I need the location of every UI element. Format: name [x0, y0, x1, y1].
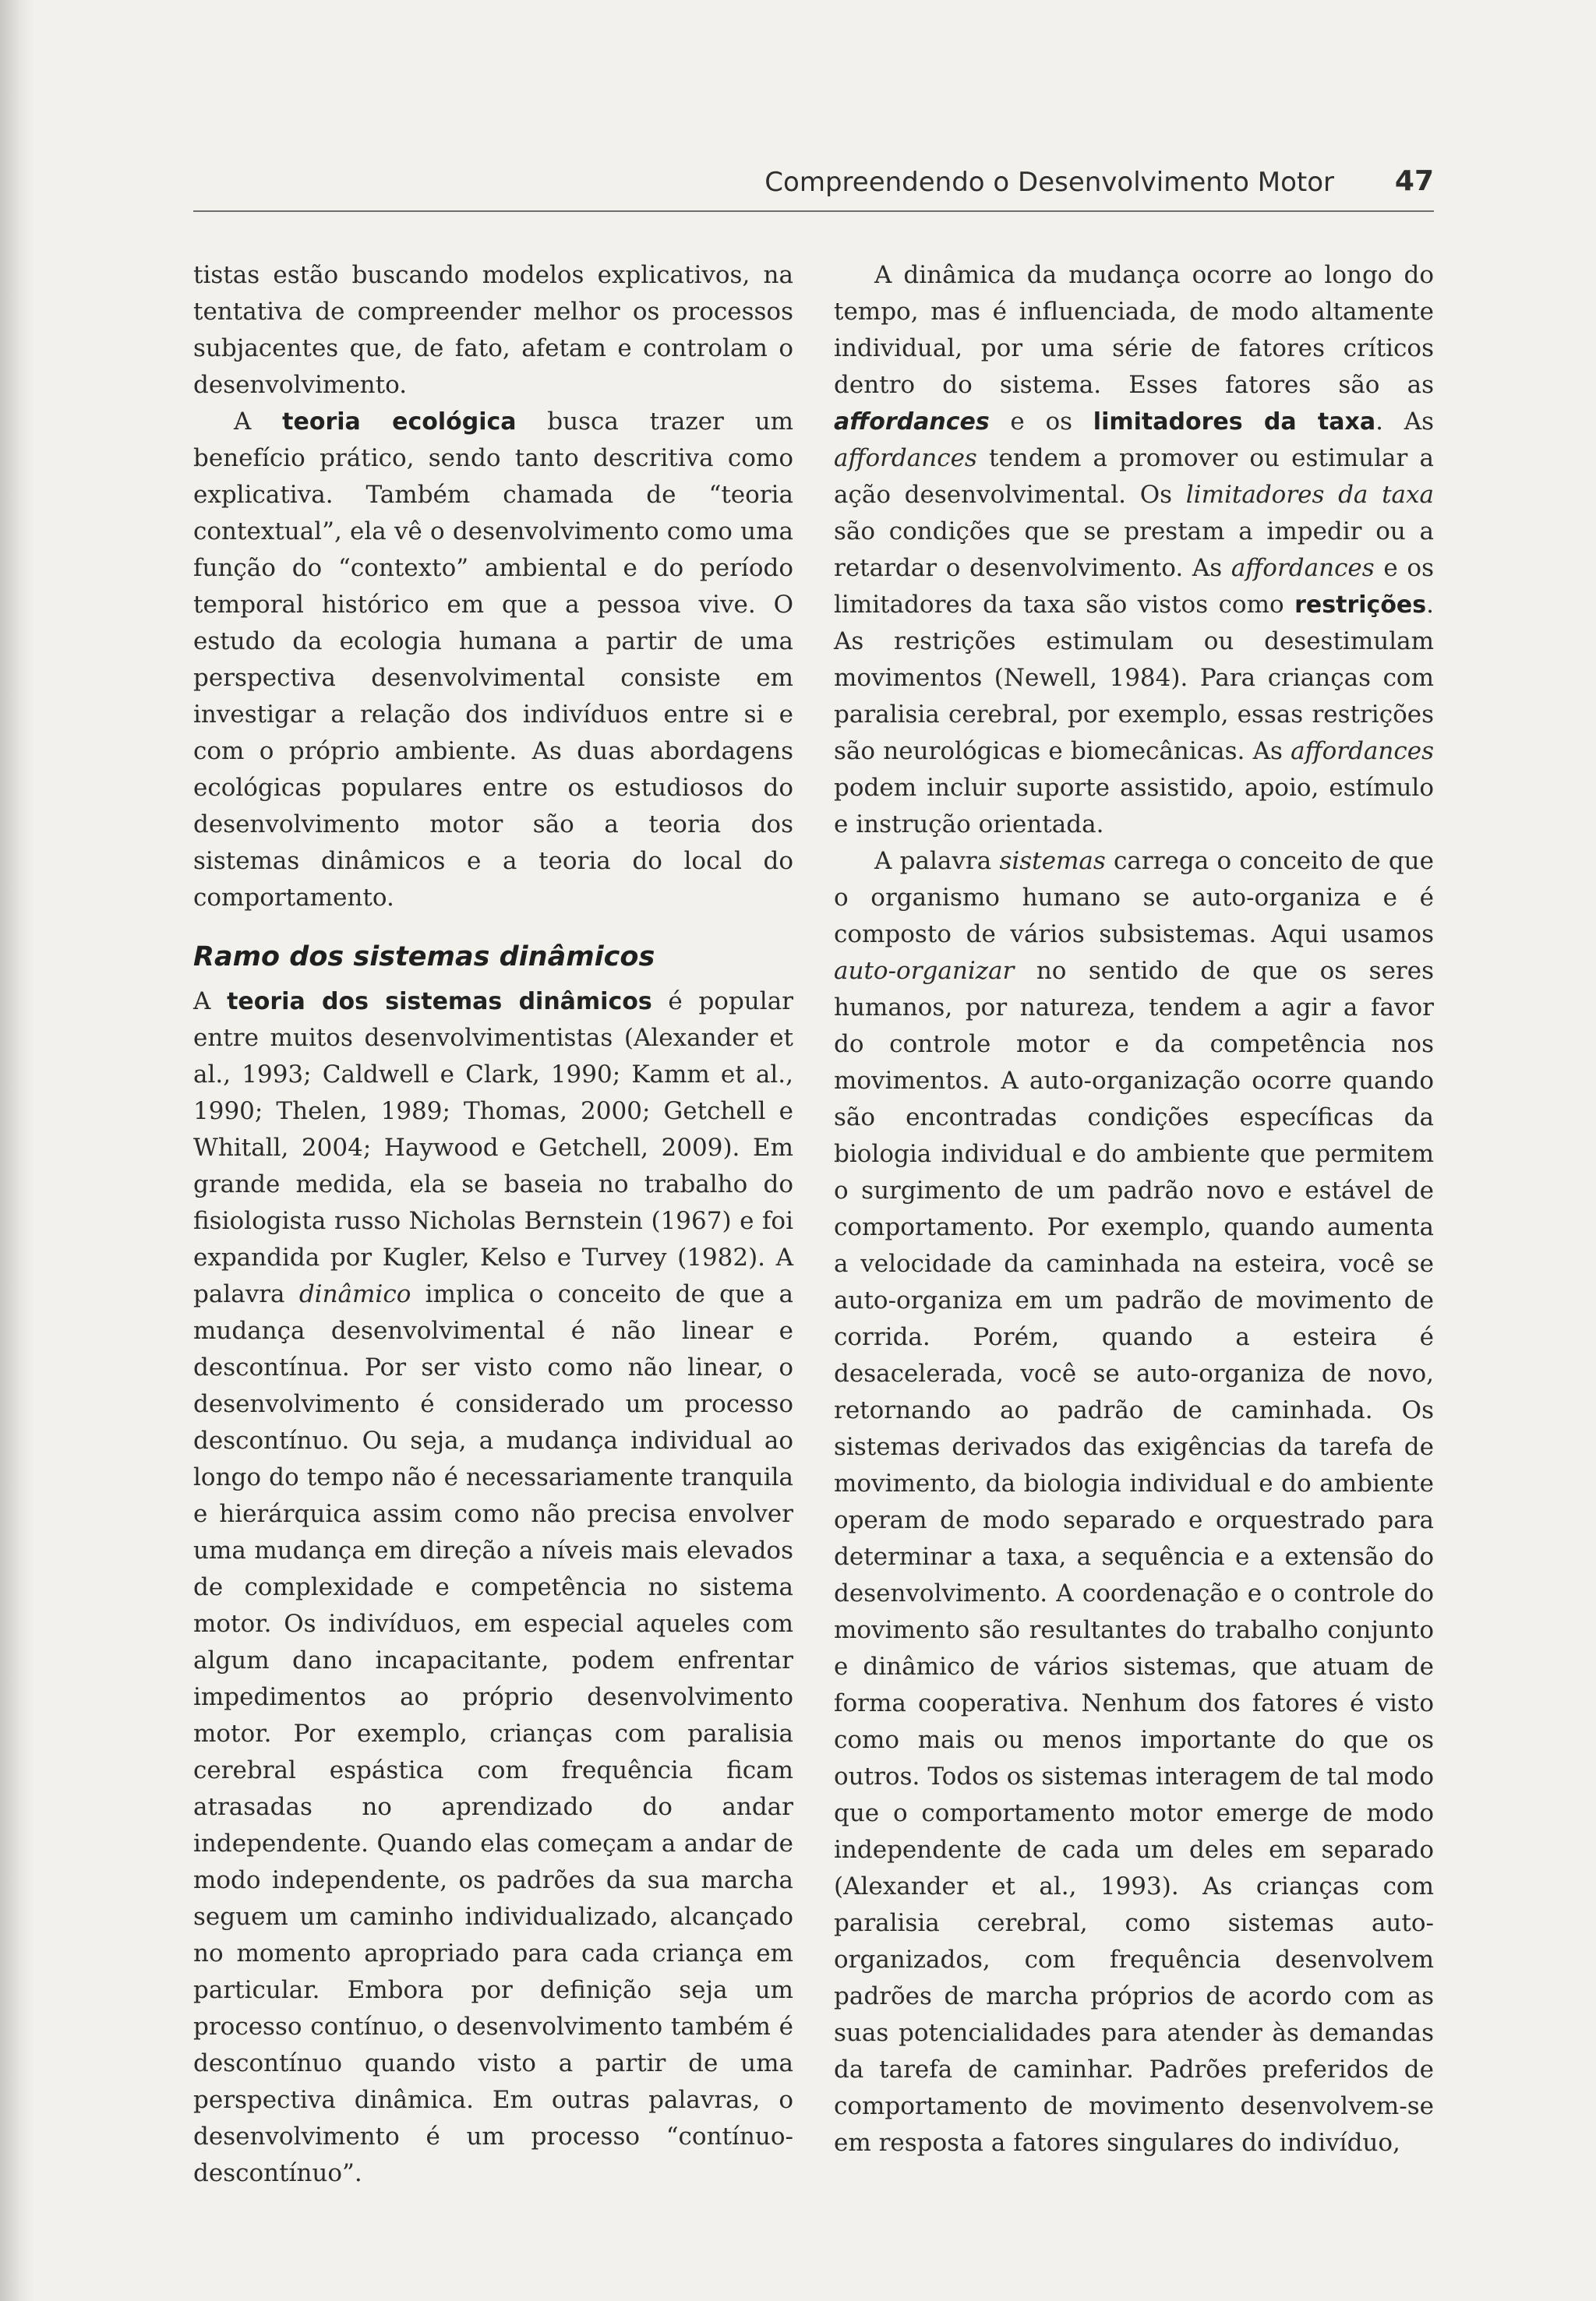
- text-run: tendem a promover ou estimular a ação desenvolvimental. Os: [834, 444, 1434, 509]
- text-run: no sentido de que os seres humanos, por natureza, tendem a agir a favor do controle motor e da competência nos movimentos. A auto-organização ocorre quando são encontradas condições específicas da biologia individual e do ambiente que permitem o surgimento de um padrão novo e estável de comportamento. Por exemplo, quando aumenta a velocidade da caminhada na esteira, você se auto-organiza em um padrão de movimento de corrida. Porém, quando a esteira é desacelerada, você se auto-organiza de novo, retornando ao padrão de caminhada. Os sistemas derivados das exigências da tarefa de movimento, da biologia individual e do ambiente operam de modo separado e orquestrado para determinar a taxa, a sequência e a extensão do desenvolvimento. A coordenação e o controle do movimento são resultantes do trabalho conjunto e dinâmico de vários sistemas, que atuam de forma cooperativa. Nenhum dos fatores é visto como mais ou menos importante do que os outros. Todos os sistemas interagem de tal modo que o comportamento motor emerge de modo independente de cada um deles em separado (Alexander et al., 1993). As crianças com paralisia cerebral, como sistemas auto-organizados, com frequência desenvolvem padrões de marcha próprios de acordo com as suas potencialidades para atender às demandas da tarefa de caminhar. Padrões preferidos de comportamento de movimento desenvolvem-se em resposta a fatores singulares do indivíduo,: [834, 957, 1434, 2157]
- text-run: A: [193, 987, 228, 1015]
- page-binding-shadow: [0, 0, 34, 2301]
- emphasis-word: dinâmico: [298, 1280, 411, 1308]
- emphasis-word: affordances: [834, 444, 977, 472]
- term-affordances: affordances: [834, 408, 990, 436]
- term-rate-limiters: limitadores da taxa: [1093, 408, 1376, 436]
- emphasis-word: affordances: [1291, 737, 1434, 765]
- left-paragraph-1: [193, 257, 793, 404]
- term-dynamic-systems-theory: teoria dos sistemas dinâmicos: [227, 988, 652, 1015]
- text-run: e os: [989, 408, 1093, 436]
- left-column: [193, 257, 793, 2192]
- text-run: podem incluir suporte assistido, apoio, estímulo e instrução orientada.: [834, 774, 1434, 838]
- emphasis-word: auto-organizar: [834, 957, 1015, 985]
- text-run: . As restrições estimulam ou desestimulam movimentos (Newell, 1984). Para crianças com paralisia cerebral, por exemplo, essas restrições são neurológicas e biomecânicas. As: [834, 591, 1434, 765]
- emphasis-word: sistemas: [999, 847, 1106, 875]
- text-run: é popular entre muitos desenvolvimentistas (Alexander et al., 1993; Caldwell e Clark, 1990; Kamm et al., 1990; Thelen, 1989; Thomas, 2000; Getchell e Whitall, 2004; Haywood e Getchell, 2009). Em grande medida, ela se baseia no trabalho do fisiologista russo Nicholas Bernstein (1967) e foi expandida por Kugler, Kelso e Turvey (1982). A palavra: [193, 987, 793, 1308]
- emphasis-word: affordances: [1231, 554, 1375, 582]
- emphasis-word: limitadores da taxa: [1185, 481, 1435, 509]
- left-paragraph-1-text: tistas estão buscando modelos explicativos, na tentativa de compreender melhor os processos subjacentes que, de fato, afetam e controlam o desenvolvimento.: [193, 261, 793, 399]
- text-run: . As: [1375, 408, 1434, 436]
- right-column: [834, 257, 1434, 2162]
- page-number: 47: [1394, 165, 1434, 197]
- running-title: Compreendendo o Desenvolvimento Motor: [764, 167, 1334, 198]
- text-run: e os limitadores da taxa são vistos como: [834, 554, 1434, 619]
- text-run: A palavra: [874, 847, 1000, 875]
- text-run: busca trazer um benefício prático, sendo tanto descritiva como explicativa. Também chamada de “teoria contextual”, ela vê o desenvolvimento como uma função do “contexto” ambiental e do período temporal histórico em que a pessoa vive. O estudo da ecologia humana a partir de uma perspectiva desenvolvimental consiste em investigar a relação dos indivíduos entre si e com o próprio ambiente. As duas abordagens ecológicas populares entre os estudiosos do desenvolvimento motor são a teoria dos sistemas dinâmicos e a teoria do local do comportamento.: [193, 408, 793, 912]
- text-run: A: [234, 408, 283, 436]
- right-paragraph-1: [834, 257, 1434, 843]
- page-header: [193, 161, 1434, 204]
- text-run: são condições que se prestam a impedir ou a retardar o desenvolvimento. As: [834, 517, 1434, 582]
- right-paragraph-2: [834, 843, 1434, 2162]
- text-run: A dinâmica da mudança ocorre ao longo do tempo, mas é influenciada, de modo altamente individual, por uma série de fatores críticos dentro do sistema. Esses fatores são as: [834, 261, 1434, 399]
- left-paragraph-2: [193, 404, 793, 916]
- section-heading: Ramo dos sistemas dinâmicos: [193, 941, 655, 972]
- text-run: carrega o conceito de que o organismo humano se auto-organiza e é composto de vários subsistemas. Aqui usamos: [834, 847, 1434, 948]
- term-ecological-theory: teoria ecológica: [282, 408, 517, 436]
- text-run: implica o conceito de que a mudança desenvolvimental é não linear e descontínua. Por ser visto como não linear, o desenvolvimento é considerado um processo descontínuo. Ou seja, a mudança individual ao longo do tempo não é necessariamente tranquila e hierárquica assim como não precisa envolver uma mudança em direção a níveis mais elevados de complexidade e competência no sistema motor. Os indivíduos, em especial aqueles com algum dano incapacitante, podem enfrentar impedimentos ao próprio desenvolvimento motor. Por exemplo, crianças com paralisia cerebral espástica com frequência ficam atrasadas no aprendizado do andar independente. Quando elas começam a andar de modo independente, os padrões da sua marcha seguem um caminho individualizado, alcançado no momento apropriado para cada criança em particular. Embora por definição seja um processo contínuo, o desenvolvimento também é descontínuo quando visto a partir de uma perspectiva dinâmica. Em outras palavras, o desenvolvimento é um processo “contínuo-descontínuo”.: [193, 1280, 793, 2187]
- header-rule: [193, 210, 1434, 212]
- left-paragraph-3: [193, 983, 793, 2192]
- term-constraints: restrições: [1294, 591, 1427, 619]
